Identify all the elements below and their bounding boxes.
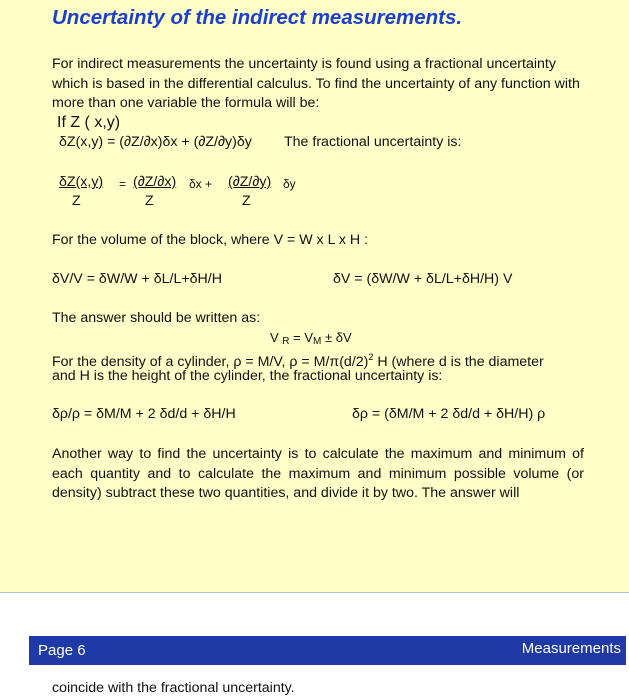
frac-term-3: δy	[283, 177, 296, 191]
volume-line: For the volume of the block, where V = W x L x H :	[52, 232, 369, 248]
dz-formula: δZ(x,y) = (∂Z/∂x)δx + (∂Z/∂y)δy	[59, 134, 252, 150]
answer-end: ± δV	[325, 330, 352, 345]
intro-paragraph: For indirect measurements the uncertainty is found using a fractional uncertainty which is based in the differential calculus. To find the uncertainty of any function with more than one variable the formula will be:	[52, 56, 580, 112]
another-way-paragraph: Another way to find the uncertainty is to calculate the maximum and minimum of each quantity and to calculate the maximum and minimum possible volume (or density) subtract these two quantities, and divide it by two. The answer will	[52, 446, 584, 502]
footer-section-name: Measurements	[521, 640, 621, 657]
frac-denominator-2: Z	[145, 193, 154, 209]
density-absolute-formula: δρ = (δM/M + 2 δd/d + δH/H) ρ	[352, 406, 546, 422]
frac-numerator-1: δZ(x,y)	[59, 174, 104, 190]
frac-term-2: δx +	[189, 177, 213, 191]
answer-v: V	[270, 330, 279, 345]
frac-denominator-3: Z	[242, 193, 251, 209]
answer-mid: = V	[293, 330, 314, 345]
if-z-line: If Z ( x,y)	[57, 114, 121, 131]
frac-numerator-3: (∂Z/∂y)	[228, 174, 272, 190]
continuation-text: coincide with the fractional uncertainty.	[52, 680, 295, 696]
volume-absolute-formula: δV = (δW/W + δL/L+δH/H) V	[333, 271, 513, 287]
density-exponent: 2	[368, 352, 374, 362]
frac-equals: =	[119, 177, 127, 191]
answer-label: The answer should be written as:	[52, 310, 261, 326]
footer-page-number: Page 6	[38, 642, 86, 659]
density-line-2: and H is the height of the cylinder, the fractional uncertainty is:	[52, 368, 443, 384]
frac-denominator-1: Z	[72, 193, 81, 209]
fractional-label: The fractional uncertainty is:	[284, 134, 462, 150]
density-relative-formula: δρ/ρ = δM/M + 2 δd/d + δH/H	[52, 406, 236, 422]
density-line-1-pre: For the density of a cylinder, ρ = M/V, ρ = M/π(d/2)	[52, 354, 369, 370]
answer-sub-m: M	[313, 336, 322, 347]
page-title: Uncertainty of the indirect measurements.	[52, 6, 463, 29]
frac-numerator-2: (∂Z/∂x)	[133, 174, 177, 190]
answer-sub-r: R	[282, 336, 290, 347]
density-line-1-post: H (where d is the diameter	[373, 354, 544, 370]
volume-relative-formula: δV/V = δW/W + δL/L+δH/H	[52, 271, 222, 287]
page-footer	[29, 636, 626, 665]
page-separator	[0, 592, 629, 593]
